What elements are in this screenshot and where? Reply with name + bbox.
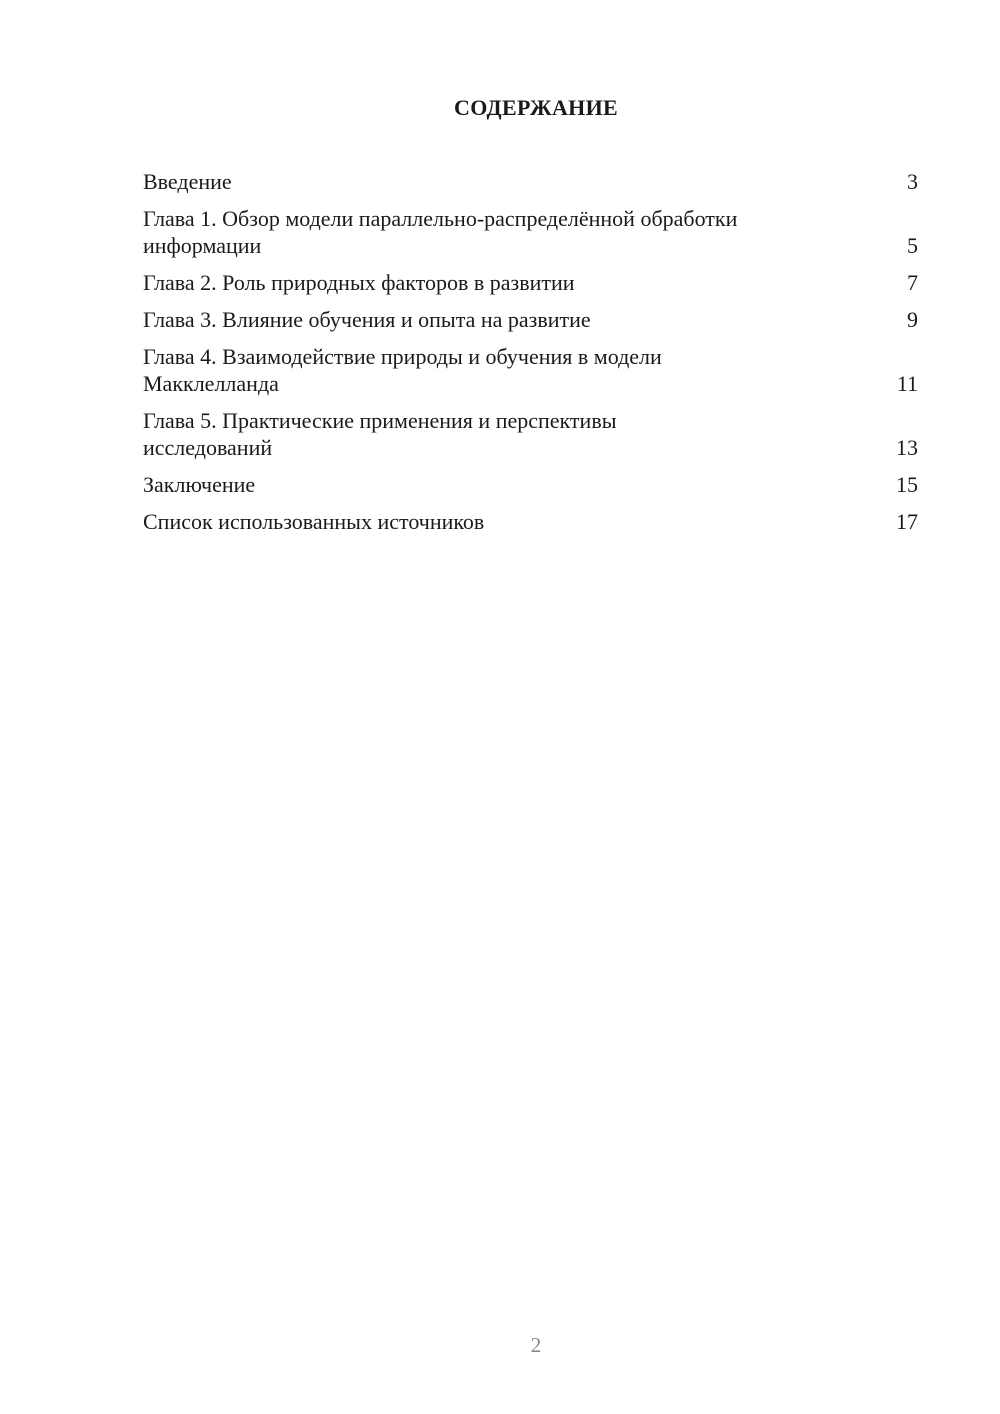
toc-entry-references (143, 508, 918, 535)
toc-entry-page: 11 (896, 371, 918, 396)
toc-entry-chapter-1 (143, 205, 918, 259)
toc-entry-title: Глава 4. Взаимодействие природы и обучения в модели Макклелланда (143, 344, 662, 396)
toc-entry-page: 5 (907, 233, 918, 258)
toc-entry-chapter-5 (143, 407, 918, 461)
toc-entry-title: Глава 1. Обзор модели параллельно-распределённой обработки информации (143, 206, 738, 258)
toc-entry-title: Список использованных источников (143, 509, 485, 534)
toc-entry-title: Заключение (143, 472, 256, 497)
toc-entry-chapter-4 (143, 343, 918, 397)
toc-entry-introduction (143, 168, 918, 195)
toc-entry-chapter-2 (143, 269, 918, 296)
toc-entry-page: 9 (907, 307, 918, 332)
toc-entry-page: 13 (896, 435, 918, 460)
toc-entry-title: Глава 3. Влияние обучения и опыта на развитие (143, 307, 591, 332)
toc-entry-page: 3 (907, 169, 918, 194)
toc-entry-title: Введение (143, 169, 232, 194)
toc-entry-page: 17 (896, 509, 918, 534)
toc-entry-title: Глава 2. Роль природных факторов в развитии (143, 270, 575, 295)
toc-entry-chapter-3 (143, 306, 918, 333)
toc-entry-conclusion (143, 471, 918, 498)
page-title: СОДЕРЖАНИЕ (454, 95, 618, 120)
toc-entry-title: Глава 5. Практические применения и перспективы исследований (143, 408, 617, 460)
page-number: 2 (530, 1333, 542, 1357)
table-of-contents (143, 168, 918, 545)
toc-entry-page: 15 (896, 472, 918, 497)
toc-entry-page: 7 (907, 270, 918, 295)
